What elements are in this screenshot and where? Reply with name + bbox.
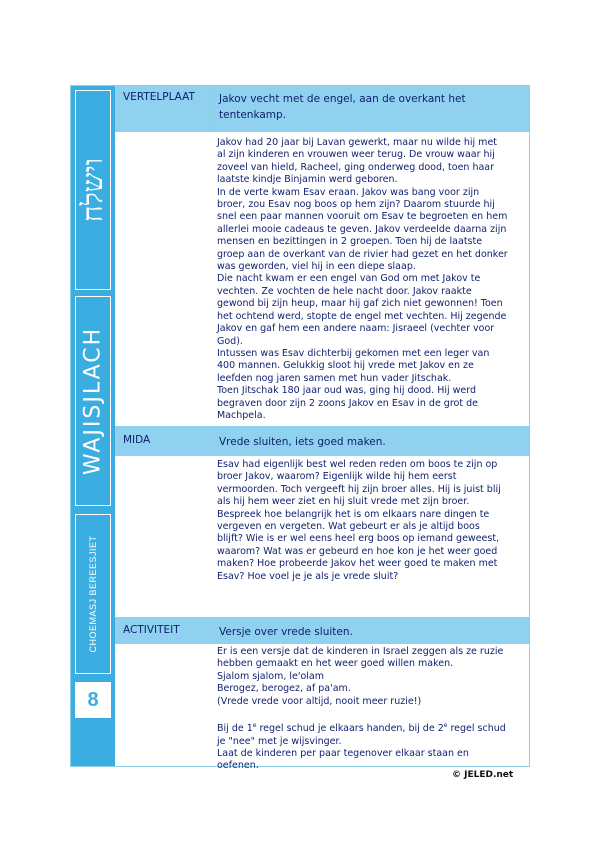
text-line: je "nee" met je wijsvinger.	[217, 735, 342, 747]
parasha-title: WAJISJLACH	[80, 326, 106, 476]
text-line: broer Jakov, waarom? Eigenlijk wilde hij hem eerst	[217, 471, 457, 483]
text-line: allerlei mooie cadeaus te geven. Jakov verdeelde daarna zijn	[217, 223, 507, 235]
parasha-title-box	[75, 296, 111, 506]
text-line: Berogez, berogez, af pa'am.	[217, 683, 351, 695]
mida-header	[115, 426, 529, 456]
text-line: gewond bij zijn heup, maar hij gaf zich niet gewonnen! Toen	[217, 298, 503, 310]
text-line: begraven door zijn 2 zoons Jakov en Esav in de grot de	[217, 397, 478, 409]
text-line: waarom? Wat was er gebeurd en hoe kon je het weer goed	[217, 545, 498, 557]
text-line: oefenen.	[217, 760, 259, 772]
vertelplaat-text	[217, 137, 529, 422]
vertelplaat-header	[115, 86, 529, 132]
text-line: Sjalom sjalom, le'olam	[217, 670, 324, 682]
activiteit-text	[217, 646, 529, 773]
text-line: Jakov had 20 jaar bij Lavan gewerkt, maar nu wilde hij met	[217, 137, 498, 148]
copyright-footer: © JELED.net	[452, 770, 514, 780]
text-line: broer, zou Esav nog boos op hem zijn? Daarom stuurde hij	[217, 199, 495, 211]
vertelplaat-title: Jakov vecht met de engel, aan de overkant het tentenkamp.	[219, 93, 466, 121]
hebrew-title: וישלח	[76, 158, 109, 222]
text-line: (Vrede vrede voor altijd, nooit meer ruzie!)	[217, 695, 422, 707]
divider	[209, 86, 210, 132]
activiteit-line: Bij de 1e regel schud je elkaars handen, bij de 2e regel schud	[217, 722, 506, 735]
page-number: 8	[75, 682, 111, 718]
vertelplaat-label: VERTELPLAAT	[123, 91, 195, 103]
mida-label: MIDA	[123, 434, 151, 446]
text-line: het ochtend werd, stopte de engel met vechten. Hij zegende	[217, 310, 507, 322]
text-line: als hij hem weer ziet en hij sluit vrede met zijn broer.	[217, 496, 470, 508]
text-line: Intussen was Esav dichterbij gekomen met een leger van	[217, 347, 490, 359]
text-line: Machpela.	[217, 409, 266, 421]
text-line: Er is een versje dat de kinderen in Israel zeggen als ze ruzie	[217, 646, 504, 657]
text-line: mensen en bezittingen in 2 groepen. Toen hij de laatste	[217, 236, 483, 248]
text-line: God).	[217, 335, 243, 347]
text-line: zoveel van hield, Racheel, ging onderweg dood, toen haar	[217, 161, 495, 173]
text-line: snel een paar mannen vooruit om Esav te begroeten en hem	[217, 211, 508, 223]
text-line: laatste kindje Binjamin werd geboren.	[217, 174, 398, 186]
activiteit-label: ACTIVITEIT	[123, 624, 180, 636]
text-line: Laat de kinderen per paar tegenover elkaar staan en	[217, 748, 469, 759]
category-box	[75, 514, 111, 674]
text-line: vergeven en vergeten. Wat gebeurt er als je altijd boos	[217, 521, 480, 533]
text-line: hebben gemaakt en het weer goed willen maken.	[217, 658, 454, 670]
text-line: Esav? Hoe voel je je als je vrede sluit?	[217, 570, 399, 582]
activiteit-header	[115, 617, 529, 644]
text-line: In de verte kwam Esav eraan. Jakov was bang voor zijn	[217, 186, 480, 198]
mida-text	[217, 459, 529, 583]
text-line: was geworden, viel hij in een diepe slaap.	[217, 261, 416, 273]
text-line: Toen Jitschak 180 jaar oud was, ging hij dood. Hij werd	[217, 385, 477, 397]
text-line: al zijn kinderen en vrouwen weer terug. De vrouw waar hij	[217, 149, 495, 161]
category-label: CHOEMASJ BEREESJIET	[88, 535, 98, 653]
text-line: Die nacht kwam er een engel van God om met Jakov te	[217, 273, 481, 285]
activiteit-title: Versje over vrede sluiten.	[219, 626, 353, 638]
text-line: groep aan de overkant van de rivier had gezet en het donker	[217, 248, 508, 260]
hebrew-title-box	[75, 90, 111, 290]
text-line: blijft? Wie is er wel eens heel erg boos op iemand geweest,	[217, 533, 500, 545]
text-line: 400 mannen. Gelukkig sloot hij vrede met Jakov en ze	[217, 360, 474, 372]
mida-title: Vrede sluiten, iets goed maken.	[219, 436, 386, 448]
text-line: leefden nog jaren samen met hun vader Jitschak.	[217, 372, 452, 384]
text-line: maken? Hoe probeerde Jakov het weer goed te maken met	[217, 558, 498, 570]
text-line: Bespreek hoe belangrijk het is om elkaars nare dingen te	[217, 508, 490, 520]
text-line: vechten. Ze vochten de hele nacht door. Jakov raakte	[217, 285, 472, 297]
text-line: Esav had eigenlijk best wel reden reden om boos te zijn op	[217, 459, 498, 470]
sidebar	[71, 86, 115, 766]
text-line: Jakov en gaf hem een andere naam: Jisraeel (vechter voor	[217, 323, 495, 335]
text-line: vermoorden. Toch vergeeft hij zijn broer alles. Hij is juist blij	[217, 483, 501, 495]
